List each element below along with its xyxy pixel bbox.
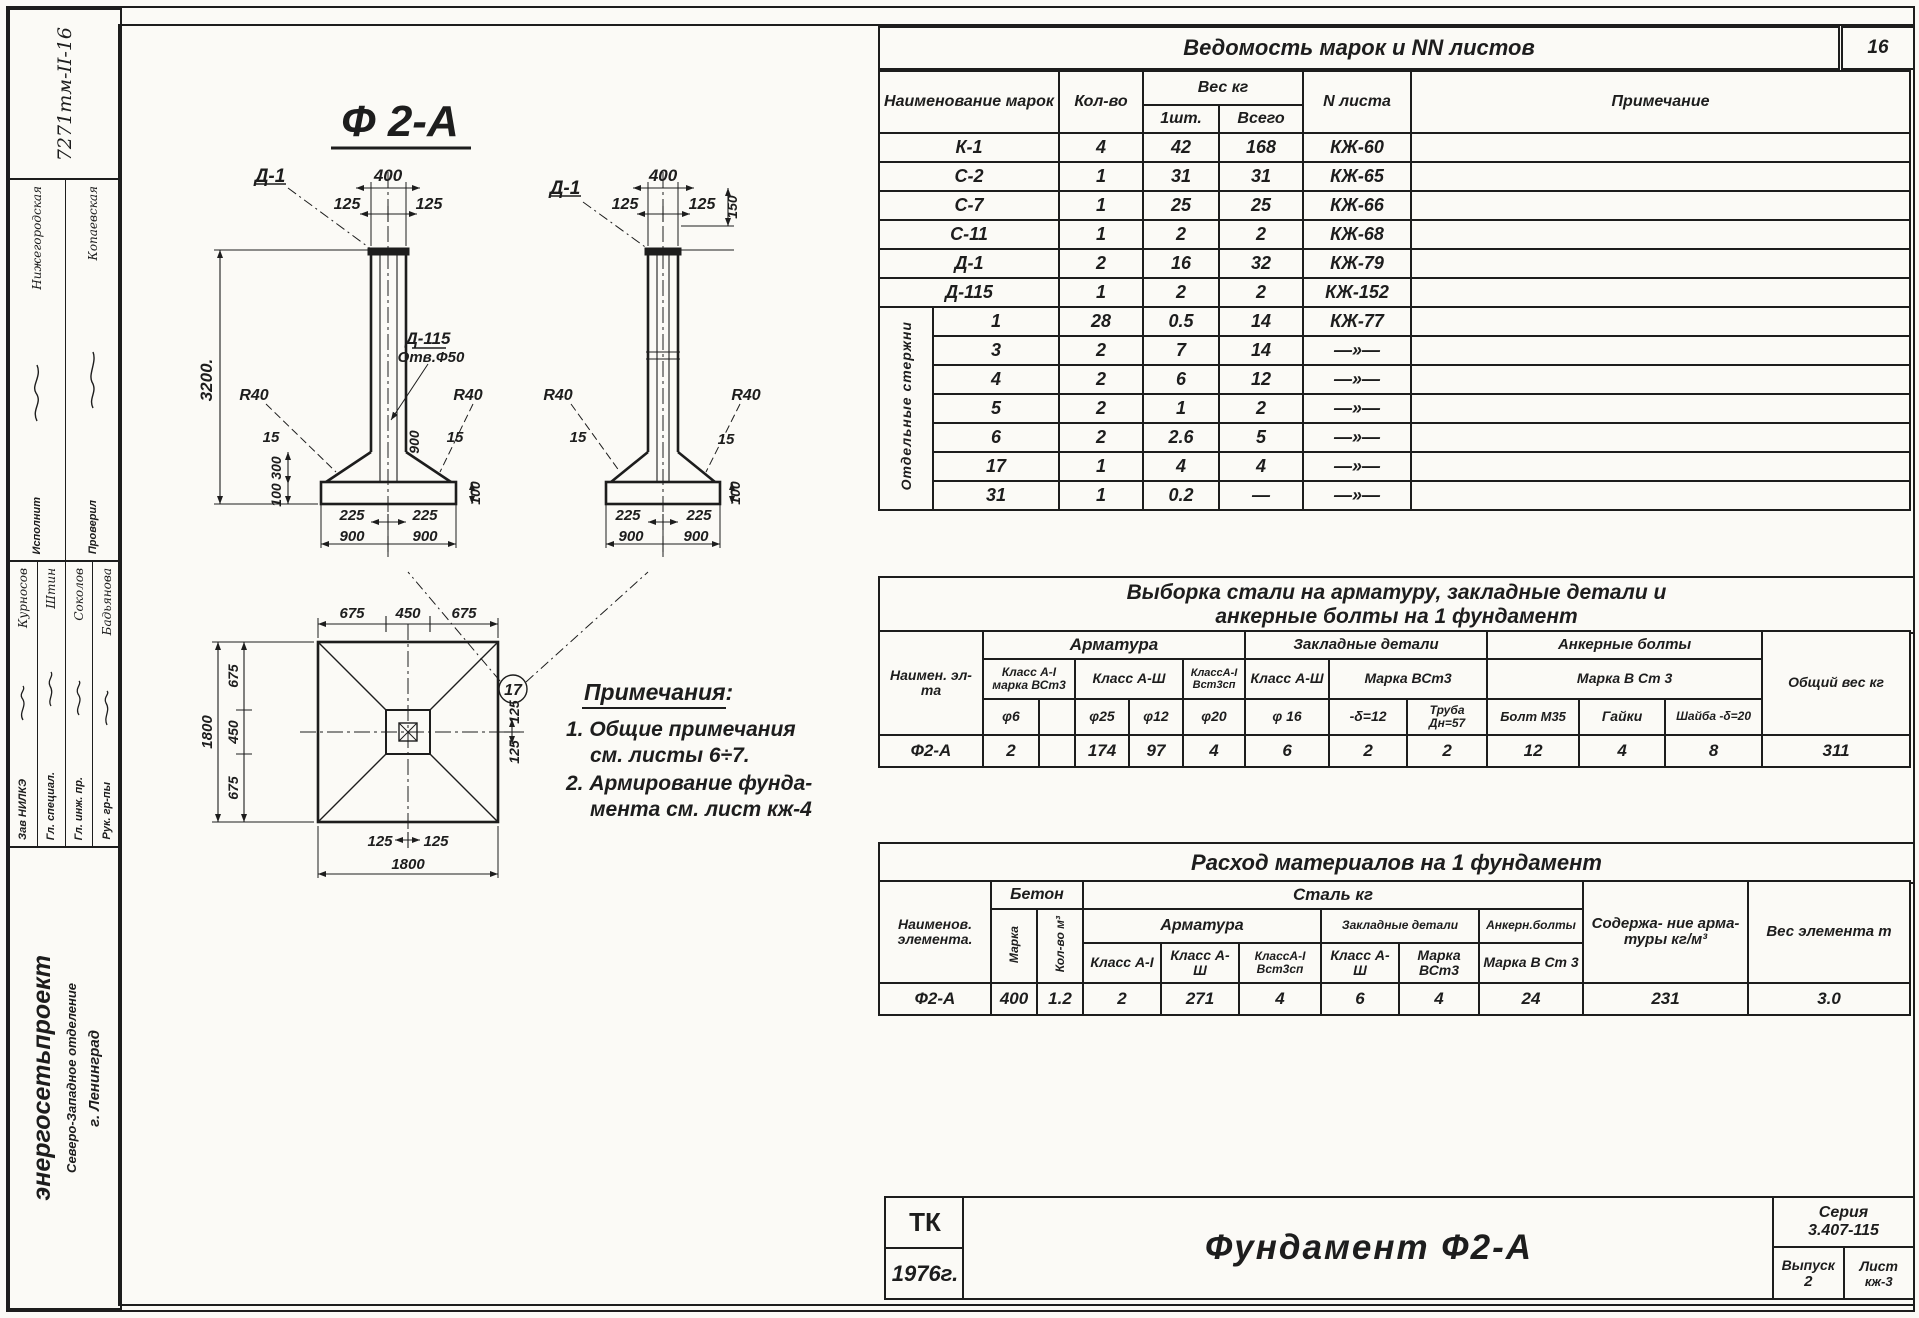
cell: 1: [1059, 278, 1143, 307]
dim-15: 15: [569, 429, 587, 446]
approver-role: Рук. гр-пы: [100, 782, 113, 840]
signature-box: [10, 180, 120, 562]
dim-15: 15: [446, 429, 464, 446]
col-w1: 1шт.: [1143, 105, 1219, 133]
issue-cell: [1774, 1248, 1845, 1298]
dim-1800: 1800: [199, 715, 216, 749]
sub-zm: Марка ВСт3: [1329, 659, 1487, 699]
table-row: [879, 191, 1910, 220]
cell: К-1: [879, 133, 1059, 162]
radius-r40: R40: [543, 387, 573, 404]
spec: φ25: [1075, 699, 1129, 735]
spec: Класс А-I: [1083, 943, 1161, 983]
note-line: 1. Общие примечания: [566, 718, 796, 741]
cell: 17: [933, 452, 1059, 481]
doc-number: 7271тм-II-16: [54, 26, 76, 162]
cell: [1039, 735, 1075, 767]
cell: 6: [1321, 983, 1399, 1015]
cell: 31: [933, 481, 1059, 510]
cell: —»—: [1303, 336, 1411, 365]
dim-15: 15: [262, 429, 280, 446]
approver-role: Гл. инж. пр.: [72, 776, 85, 840]
col-wall: Всего: [1219, 105, 1303, 133]
cell: КЖ-65: [1303, 162, 1411, 191]
cell: [1411, 423, 1910, 452]
page-number: 16: [1867, 37, 1889, 59]
page-number-box: [1841, 26, 1915, 70]
drawing-title: Ф 2-А: [341, 97, 459, 146]
group-armatura: Арматура: [983, 631, 1245, 659]
spec: Класс А-Ш: [1321, 943, 1399, 983]
dim-900: 900: [618, 528, 644, 545]
sheet-title: Фундамент Ф2-А: [1204, 1228, 1534, 1267]
approval-strip: [66, 562, 94, 846]
sub-am: Марка В Ст 3: [1487, 659, 1762, 699]
radius-r40: R40: [453, 387, 483, 404]
col-name: Наименование марок: [879, 71, 1059, 133]
cell: 42: [1143, 133, 1219, 162]
header-row: [879, 71, 1910, 105]
note-line: см. листы 6÷7.: [590, 744, 750, 767]
issue-value: 2: [1804, 1272, 1813, 1290]
spec: Марка ВСт3: [1399, 943, 1479, 983]
cell: 31: [1143, 162, 1219, 191]
signature-strip: [66, 180, 121, 560]
table-row: [879, 307, 1910, 336]
cell: —»—: [1303, 452, 1411, 481]
note-line: 2. Армирование фунда-: [566, 772, 813, 795]
spec: Класс А-Ш: [1161, 943, 1239, 983]
spec: φ12: [1129, 699, 1183, 735]
dim-100: 100: [727, 481, 743, 505]
table-row: [879, 162, 1910, 191]
materials-table-title: [878, 842, 1915, 884]
spec: -δ=12: [1329, 699, 1407, 735]
cell: 1: [1059, 220, 1143, 249]
group-steel: Сталь кг: [1083, 881, 1583, 909]
cell: 3.0: [1748, 983, 1910, 1015]
line-name: Копаевская: [85, 186, 100, 261]
cell: 2: [1059, 365, 1143, 394]
plan-view: [199, 605, 524, 878]
sub-a1: Класс А-I марка ВСт3: [983, 659, 1075, 699]
marks-table-title: [878, 26, 1840, 70]
marks-table-header: [879, 71, 1910, 133]
cell: 2: [1059, 249, 1143, 278]
cell: 2: [1059, 336, 1143, 365]
notes-title: Примечания:: [584, 679, 734, 705]
group-beton: Бетон: [991, 881, 1083, 909]
sheet-value: кж-3: [1864, 1273, 1893, 1289]
steel-table-title: [878, 576, 1915, 634]
cell: —»—: [1303, 394, 1411, 423]
series-value: 3.407-115: [1808, 1222, 1879, 1239]
signature-strip: [10, 180, 66, 560]
dim-225: 225: [686, 507, 712, 524]
cell: —»—: [1303, 481, 1411, 510]
series-label: Серия: [1818, 1204, 1869, 1221]
materials-table-header: [879, 881, 1910, 983]
cell: 12: [1219, 365, 1303, 394]
cell: С-11: [879, 220, 1059, 249]
cell: —»—: [1303, 365, 1411, 394]
cell: 25: [1219, 191, 1303, 220]
side-view: [543, 166, 760, 557]
year-label: 1976г.: [891, 1260, 959, 1286]
anchor-plate: [645, 248, 681, 255]
header-row: [879, 699, 1910, 735]
cell: 168: [1219, 133, 1303, 162]
cell: КЖ-60: [1303, 133, 1411, 162]
cell: Ф2-А: [879, 735, 983, 767]
col-note: Примечание: [1411, 71, 1910, 133]
cell: 24: [1479, 983, 1583, 1015]
cell: 2: [983, 735, 1039, 767]
cell: 1: [1059, 191, 1143, 220]
cell: 2: [1219, 220, 1303, 249]
signature: [44, 670, 58, 710]
dim-300: 300: [268, 456, 284, 480]
cell: [1411, 278, 1910, 307]
approver-name: Соколов: [71, 568, 86, 621]
table-row: [879, 365, 1910, 394]
issue-label: Выпуск: [1781, 1256, 1835, 1273]
cell: КЖ-152: [1303, 278, 1411, 307]
cell: 7: [1143, 336, 1219, 365]
cell: 2: [1059, 394, 1143, 423]
dim-125: 125: [423, 833, 449, 850]
cell: 5: [1219, 423, 1303, 452]
table-row: [879, 133, 1910, 162]
cell: [1411, 133, 1910, 162]
dim-125: 125: [506, 740, 522, 764]
note-line: мента см. лист кж-4: [590, 798, 812, 821]
dim-225: 225: [615, 507, 641, 524]
cell: 1: [1059, 162, 1143, 191]
spec: φ20: [1183, 699, 1245, 735]
approver-name: Штин: [44, 568, 59, 609]
hole-label: Отв.Ф50: [397, 349, 465, 366]
dim-225: 225: [412, 507, 438, 524]
tk-box: [884, 1196, 966, 1300]
org-name: энергосетьпроект: [27, 955, 56, 1201]
sub-a1s: КлассА-I Вст3сп: [1183, 659, 1245, 699]
cell: [1411, 307, 1910, 336]
sheet-label: Лист: [1859, 1257, 1898, 1274]
cell: —»—: [1303, 423, 1411, 452]
sub-za3: Класс А-Ш: [1245, 659, 1329, 699]
cell: 311: [1762, 735, 1910, 767]
spec: φ 16: [1245, 699, 1329, 735]
mark-d1-label: Д-1: [254, 166, 286, 187]
steel-table-title-line1: Выборка стали на арматуру, закладные детали и: [1126, 580, 1667, 604]
cell: Д-1: [879, 249, 1059, 278]
stamp-column: [8, 8, 122, 1310]
approval-strip: [38, 562, 66, 846]
steel-table: [878, 630, 1911, 768]
spec: Болт М35: [1487, 699, 1579, 735]
cell: 4: [1183, 735, 1245, 767]
cell: Ф2-А: [879, 983, 991, 1015]
dim-125: 125: [506, 700, 522, 724]
table-row: [879, 423, 1910, 452]
dim-400: 400: [373, 166, 403, 185]
table-row: [879, 481, 1910, 510]
table-row: [879, 278, 1910, 307]
group-ankernye: Анкерные болты: [1487, 631, 1762, 659]
dim-225: 225: [339, 507, 365, 524]
signature: [85, 348, 101, 412]
dim-100: 100: [467, 481, 483, 505]
dim-125: 125: [611, 196, 639, 213]
col-sheet: N листа: [1303, 71, 1411, 133]
cell: 271: [1161, 983, 1239, 1015]
sub-marka: Марка: [991, 909, 1037, 983]
cell: 25: [1143, 191, 1219, 220]
dim-3200: 3200.: [197, 358, 216, 402]
table-row: [879, 336, 1910, 365]
cell: КЖ-66: [1303, 191, 1411, 220]
group-zakladnye: Закладные детали: [1321, 909, 1479, 943]
table-row: [879, 394, 1910, 423]
table-row: [879, 983, 1910, 1015]
dim-900: 900: [683, 528, 709, 545]
sub-kolvo: Кол-во м³: [1037, 909, 1083, 983]
cell: [1411, 365, 1910, 394]
cell: 6: [933, 423, 1059, 452]
mark-d1-label: Д-1: [549, 178, 581, 199]
dim-15: 15: [717, 431, 735, 448]
cell: 2.6: [1143, 423, 1219, 452]
col-ves: Вес элемента т: [1748, 881, 1910, 983]
cell: 1: [1059, 481, 1143, 510]
radius-r40: R40: [239, 387, 269, 404]
cell: 2: [1219, 278, 1303, 307]
cell: 2: [1407, 735, 1487, 767]
cell: 8: [1665, 735, 1762, 767]
cell: 32: [1219, 249, 1303, 278]
materials-table-title-text: Расход материалов на 1 фундамент: [1191, 850, 1602, 876]
cell: 4: [1143, 452, 1219, 481]
doc-number-box: [10, 10, 120, 180]
col-elem: Наимен. эл-та: [879, 631, 983, 735]
cell: 400: [991, 983, 1037, 1015]
role-label: Проверил: [86, 499, 99, 554]
anchor-plate: [368, 248, 409, 255]
group-label: Отдельные стержни: [898, 321, 914, 491]
dim-150: 150: [724, 195, 740, 219]
dim-900: 900: [412, 528, 438, 545]
signature: [29, 361, 45, 425]
cell: 31: [1219, 162, 1303, 191]
line-name: Нижегородская: [30, 186, 45, 290]
cell: 1.2: [1037, 983, 1083, 1015]
series-box: [1772, 1196, 1915, 1300]
cell: 2: [1219, 394, 1303, 423]
cell: 1: [933, 307, 1059, 336]
dim-450: 450: [395, 605, 421, 622]
spec: [1039, 699, 1075, 735]
steel-table-title-line2: анкерные болты на 1 фундамент: [1215, 605, 1578, 628]
header-row: [879, 881, 1910, 909]
cell: [1411, 162, 1910, 191]
group-zakladnye: Закладные детали: [1245, 631, 1487, 659]
cell: [1411, 191, 1910, 220]
cell: С-7: [879, 191, 1059, 220]
materials-table: [878, 880, 1911, 1016]
group-armatura: Арматура: [1083, 909, 1321, 943]
dim-450: 450: [225, 720, 241, 744]
col-total: Общий вес кг: [1762, 631, 1910, 735]
cell: 2: [1329, 735, 1407, 767]
approver-name: Курносов: [16, 568, 31, 628]
spec: φ6: [983, 699, 1039, 735]
table-row: [879, 452, 1910, 481]
dim-100: 100: [268, 483, 284, 507]
mark-d115-label: Д-115: [405, 329, 451, 348]
spec: КлассА-I Вст3сп: [1239, 943, 1321, 983]
cell: 0.2: [1143, 481, 1219, 510]
dim-900: 900: [406, 430, 422, 454]
cell: [1411, 452, 1910, 481]
dim-125: 125: [367, 833, 393, 850]
cell: [1411, 336, 1910, 365]
cell: 14: [1219, 336, 1303, 365]
marks-table-title-text: Ведомость марок и NN листов: [1183, 35, 1535, 61]
marks-table: [878, 70, 1911, 511]
cell: 2: [1143, 278, 1219, 307]
cell: 4: [1059, 133, 1143, 162]
cell: Д-115: [879, 278, 1059, 307]
radius-r40: R40: [731, 387, 761, 404]
tk-label: ТК: [886, 1198, 964, 1249]
col-soderzhanie: Содержа- ние арма- туры кг/м³: [1583, 881, 1748, 983]
table-row: [879, 220, 1910, 249]
cell: 4: [1219, 452, 1303, 481]
cell: 231: [1583, 983, 1748, 1015]
sheet-cell: [1845, 1248, 1914, 1298]
cell: КЖ-68: [1303, 220, 1411, 249]
cell: 4: [1239, 983, 1321, 1015]
approver-role: Гл. специал.: [45, 771, 58, 840]
dim-675: 675: [451, 605, 477, 622]
cell: КЖ-79: [1303, 249, 1411, 278]
dim-125: 125: [415, 196, 443, 213]
steel-table-header: [879, 631, 1910, 735]
dim-675: 675: [339, 605, 365, 622]
cell: —: [1219, 481, 1303, 510]
drawing-title-box: [962, 1196, 1776, 1300]
cell: [1411, 481, 1910, 510]
org-box: [10, 848, 120, 1308]
foundation-drawing: [128, 52, 873, 1177]
header-row: [879, 659, 1910, 699]
approvals-box: [10, 562, 120, 848]
col-qty: Кол-во: [1059, 71, 1143, 133]
cell: 2: [1083, 983, 1161, 1015]
header-row: [879, 631, 1910, 659]
cell: 4: [1579, 735, 1665, 767]
cell: [1411, 220, 1910, 249]
spec: Гайки: [1579, 699, 1665, 735]
cell: 2: [1143, 220, 1219, 249]
cell: КЖ-77: [1303, 307, 1411, 336]
spec: Труба Дн=57: [1407, 699, 1487, 735]
approver-name: Бадьянова: [99, 568, 114, 636]
spec: Марка В Ст 3: [1479, 943, 1583, 983]
cell: 1: [1143, 394, 1219, 423]
callout-number: 17: [504, 682, 522, 699]
dim-125: 125: [688, 196, 716, 213]
cell: 0.5: [1143, 307, 1219, 336]
cell: 4: [933, 365, 1059, 394]
cell: 14: [1219, 307, 1303, 336]
dim-125: 125: [333, 196, 361, 213]
group-ankernye: Анкерн.болты: [1479, 909, 1583, 943]
cell: 1: [1059, 452, 1143, 481]
approver-role: Зав НИЛКЭ: [17, 779, 30, 840]
role-label: Исполнит: [31, 496, 44, 554]
cell: 3: [933, 336, 1059, 365]
cell: 4: [1399, 983, 1479, 1015]
signature: [72, 679, 86, 719]
dim-900: 900: [339, 528, 365, 545]
cell: 97: [1129, 735, 1183, 767]
cell: 5: [933, 394, 1059, 423]
dim-675: 675: [225, 664, 241, 688]
approval-strip: [10, 562, 38, 846]
org-branch: Северо-Западное отделение: [63, 983, 79, 1173]
cell: 6: [1143, 365, 1219, 394]
spec: Шайба -δ=20: [1665, 699, 1762, 735]
cell: С-2: [879, 162, 1059, 191]
dim-400: 400: [648, 166, 678, 185]
cell: 12: [1487, 735, 1579, 767]
dim-1800: 1800: [391, 856, 425, 873]
dim-675: 675: [225, 776, 241, 800]
sub-a3: Класс А-Ш: [1075, 659, 1183, 699]
table-row: [879, 249, 1910, 278]
cell: [1411, 394, 1910, 423]
cell: 6: [1245, 735, 1329, 767]
col-elem: Наименов. элемента.: [879, 881, 991, 983]
cell: [1411, 249, 1910, 278]
col-weight: Вес кг: [1143, 71, 1303, 105]
org-city: г. Ленинград: [85, 1029, 103, 1127]
notes: [565, 679, 812, 821]
front-view: [197, 166, 483, 557]
cell: 16: [1143, 249, 1219, 278]
table-row: [879, 735, 1910, 767]
cell: 2: [1059, 423, 1143, 452]
cell: 28: [1059, 307, 1143, 336]
series-cell: [1774, 1198, 1913, 1248]
cell: 174: [1075, 735, 1129, 767]
signature: [100, 689, 114, 729]
group-label-cell: [879, 307, 933, 510]
signature: [16, 684, 30, 724]
approval-strip: [93, 562, 120, 846]
